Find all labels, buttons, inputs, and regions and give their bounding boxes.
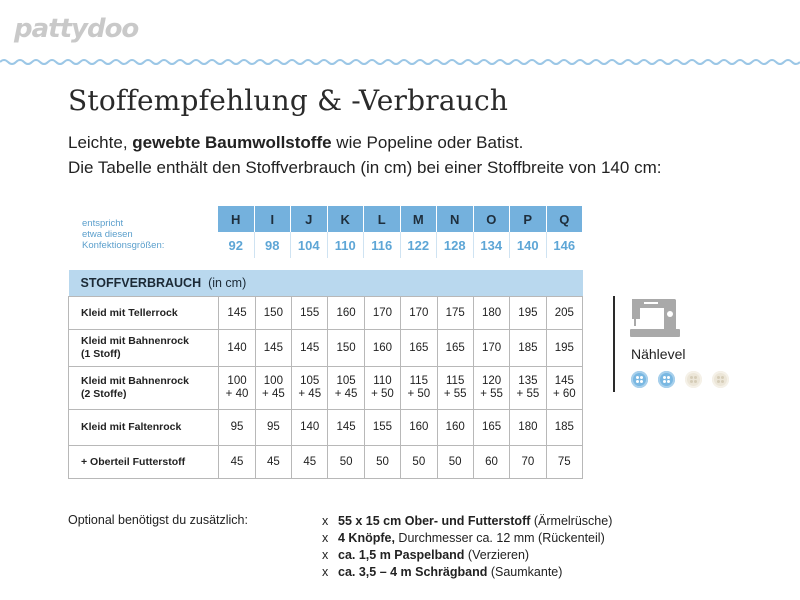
sewing-machine-icon: [630, 297, 682, 339]
table-cell: 145 + 60: [546, 367, 582, 410]
table-row: [69, 446, 583, 479]
fabric-consumption-table: [68, 270, 583, 479]
table-cell: 145: [328, 410, 364, 446]
table-cell: 100 + 40: [219, 367, 255, 410]
level-button-icon: [658, 371, 675, 388]
table-row: [69, 410, 583, 446]
row-label: Kleid mit Bahnenrock (2 Stoffe): [69, 367, 219, 410]
table-cell: 155: [364, 410, 400, 446]
row-label: + Oberteil Futterstoff: [69, 446, 219, 479]
sewing-level-label: Nählevel: [631, 346, 686, 362]
table-cell: 60: [473, 446, 509, 479]
table-cell: 170: [364, 297, 400, 330]
table-row: [69, 297, 583, 330]
table-cell: 165: [473, 410, 509, 446]
table-cell: 185: [546, 410, 582, 446]
size-number: 104: [291, 232, 328, 258]
table-cell: 45: [219, 446, 255, 479]
table-cell: 140: [292, 410, 328, 446]
size-number: 146: [553, 237, 576, 253]
table-cell: 50: [401, 446, 437, 479]
level-button-icon: [631, 371, 648, 388]
table-header: STOFFVERBRAUCH (in cm): [69, 270, 583, 297]
table-cell: 160: [328, 297, 364, 330]
size-number: 92: [218, 232, 254, 258]
table-cell: 180: [473, 297, 509, 330]
size-letter: P: [510, 206, 547, 232]
size-letter: N: [437, 206, 474, 232]
size-letter: I: [254, 206, 291, 232]
table-cell: 165: [437, 330, 473, 367]
table-cell: 100 + 45: [255, 367, 291, 410]
table-cell: 115 + 55: [437, 367, 473, 410]
size-letter: K: [327, 206, 364, 232]
table-cell: 50: [437, 446, 473, 479]
divider-line: [613, 296, 615, 392]
table-cell: 75: [546, 446, 582, 479]
optional-list: [322, 513, 612, 581]
table-cell: 145: [292, 330, 328, 367]
row-label: Kleid mit Tellerrock: [69, 297, 219, 330]
table-cell: 50: [328, 446, 364, 479]
table-cell: 45: [255, 446, 291, 479]
size-letter: Q: [546, 206, 582, 232]
size-numbers-row: [218, 232, 582, 258]
table-row: [69, 367, 583, 410]
table-cell: 115 + 50: [401, 367, 437, 410]
table-cell: 160: [401, 410, 437, 446]
optional-label: Optional benötigst du zusätzlich:: [68, 513, 248, 527]
row-label: Kleid mit Bahnenrock (1 Stoff): [69, 330, 219, 367]
table-cell: 170: [401, 297, 437, 330]
intro-line-1: Leichte, gewebte Baumwollstoffe wie Popeline oder Batist.: [68, 133, 524, 152]
optional-item: x 55 x 15 cm Ober- und Futterstoff (Ärmelrüsche): [322, 514, 613, 528]
table-cell: 50: [364, 446, 400, 479]
size-letter: L: [364, 206, 401, 232]
table-cell: 150: [255, 297, 291, 330]
table-cell: 135 + 55: [510, 367, 546, 410]
size-number: 128: [437, 232, 474, 258]
table-cell: 195: [510, 297, 546, 330]
table-cell: 105 + 45: [292, 367, 328, 410]
level-button-icon: [712, 371, 729, 388]
table-cell: 45: [292, 446, 328, 479]
wave-divider: [0, 54, 800, 70]
table-cell: 70: [510, 446, 546, 479]
size-number: 122: [400, 232, 437, 258]
size-number: 140: [510, 232, 547, 258]
table-cell: 180: [510, 410, 546, 446]
table-cell: 195: [546, 330, 582, 367]
page-title: Stoffempfehlung & -Verbrauch: [68, 84, 509, 117]
table-cell: 105 + 45: [328, 367, 364, 410]
table-cell: 95: [255, 410, 291, 446]
size-number: 116: [364, 232, 401, 258]
size-letters-row: [218, 206, 582, 232]
size-number: 98: [254, 232, 291, 258]
table-cell: 175: [437, 297, 473, 330]
table-cell: 150: [328, 330, 364, 367]
optional-item: x 4 Knöpfe, Durchmesser ca. 12 mm (Rückenteil): [322, 531, 605, 545]
table-cell: 120 + 55: [473, 367, 509, 410]
table-cell: 145: [219, 297, 255, 330]
intro-line-2: Die Tabelle enthält den Stoffverbrauch (in cm) bei einer Stoffbreite von 140 cm:: [68, 158, 662, 177]
table-row: [69, 330, 583, 367]
brand-logo: pattydoo: [14, 14, 139, 44]
table-cell: 145: [255, 330, 291, 367]
table-cell: 110 + 50: [364, 367, 400, 410]
size-letter: H: [218, 206, 254, 232]
table-cell: 155: [292, 297, 328, 330]
size-header-table: [218, 206, 582, 258]
table-cell: 170: [473, 330, 509, 367]
level-button-icon: [685, 371, 702, 388]
intro-text: [68, 130, 661, 180]
size-letter: O: [473, 206, 510, 232]
table-cell: 140: [219, 330, 255, 367]
optional-item: x ca. 3,5 – 4 m Schrägband (Saumkante): [322, 565, 563, 579]
size-number: 110: [327, 232, 364, 258]
size-letter: J: [291, 206, 328, 232]
table-cell: 160: [364, 330, 400, 367]
table-cell: 185: [510, 330, 546, 367]
optional-item: x ca. 1,5 m Paspelband (Verzieren): [322, 548, 530, 562]
sizes-note: entspricht etwa diesen Konfektionsgrößen:: [82, 218, 165, 251]
row-label: Kleid mit Faltenrock: [69, 410, 219, 446]
table-cell: 165: [401, 330, 437, 367]
table-cell: 95: [219, 410, 255, 446]
size-number: 134: [473, 232, 510, 258]
table-cell: 160: [437, 410, 473, 446]
table-cell: 205: [546, 297, 582, 330]
size-letter: M: [400, 206, 437, 232]
